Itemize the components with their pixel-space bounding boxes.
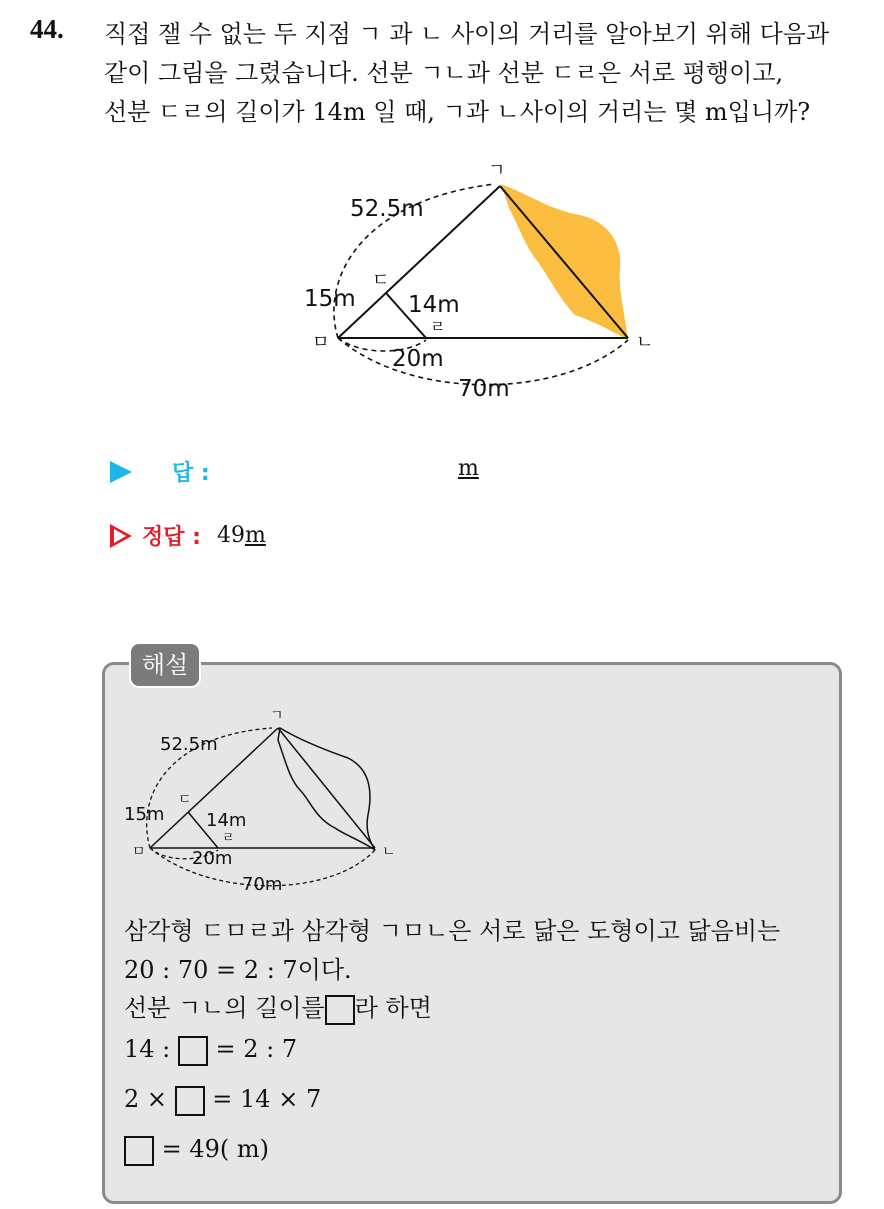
- play-icon: [110, 461, 132, 483]
- explanation-line-1: 삼각형 ㄷㅁㄹ과 삼각형 ㄱㅁㄴ은 서로 닮은 도형이고 닮음비는: [124, 917, 781, 945]
- equation-2-pre: 2 ×: [124, 1085, 168, 1113]
- exp-length-70: 70m: [242, 874, 283, 895]
- equation-3-post: = 49( m): [161, 1135, 270, 1163]
- label-g: ㄱ: [488, 160, 506, 181]
- equation-2-post: = 14 × 7: [212, 1085, 322, 1113]
- label-d: ㄷ: [372, 270, 390, 291]
- question-line-2: 같이 그림을 그렸습니다. 선분 ㄱㄴ과 선분 ㄷㄹ은 서로 평행이고,: [104, 59, 784, 87]
- correct-answer-row: [110, 520, 266, 551]
- exp-label-g: ㄱ: [270, 708, 284, 724]
- exp-length-15: 15m: [124, 804, 165, 825]
- equation-1: [124, 1035, 297, 1066]
- exp-length-20: 20m: [192, 848, 233, 869]
- explanation-figure: [120, 700, 420, 900]
- label-m: ㅁ: [312, 332, 330, 353]
- correct-label: 정답 :: [142, 525, 201, 550]
- exp-length-52: 52.5m: [160, 734, 218, 755]
- answer-row: [110, 456, 479, 487]
- exp-length-14: 14m: [206, 810, 247, 831]
- answer-unit: m: [458, 456, 479, 481]
- question-line-3: 선분 ㄷㄹ의 길이가 14m 일 때, ㄱ과 ㄴ사이의 거리는 몇 m입니까?: [104, 98, 811, 126]
- blank-box: [325, 995, 355, 1025]
- length-20: 20m: [392, 346, 444, 372]
- length-15: 15m: [304, 286, 356, 312]
- exp-label-r: ㄹ: [222, 831, 235, 846]
- question-line-1: 직접 잴 수 없는 두 지점 ㄱ 과 ㄴ 사이의 거리를 알아보기 위해 다음과: [104, 20, 830, 48]
- length-52: 52.5m: [350, 196, 424, 222]
- blank-box: [175, 1086, 205, 1116]
- length-70: 70m: [458, 376, 510, 402]
- explanation-line-3-post: 라 하면: [354, 994, 432, 1022]
- correct-unit: m: [244, 523, 266, 548]
- answer-label: 답 :: [172, 461, 210, 486]
- equation-2: [124, 1085, 321, 1116]
- exp-label-n: ㄴ: [382, 844, 396, 860]
- label-r: ㄹ: [430, 317, 446, 336]
- label-n: ㄴ: [636, 332, 654, 353]
- question-number: 44.: [30, 14, 64, 44]
- outline-play-icon: [110, 524, 132, 548]
- main-figure: [290, 150, 670, 410]
- explanation-line-2: 20 : 70 = 2 : 7이다.: [124, 956, 352, 984]
- equation-1-post: = 2 : 7: [215, 1035, 298, 1063]
- correct-value: 49: [216, 523, 245, 548]
- explanation-line-3-pre: 선분 ㄱㄴ의 길이를: [124, 994, 325, 1022]
- length-14: 14m: [408, 292, 460, 318]
- equation-3: [124, 1135, 269, 1166]
- exp-label-d: ㄷ: [178, 792, 192, 808]
- exp-label-m: ㅁ: [132, 844, 146, 860]
- exp-segment-g-n: [278, 728, 375, 848]
- explanation-tab: 해설: [129, 642, 201, 688]
- blank-box: [124, 1136, 154, 1166]
- explanation-line-3: [124, 988, 432, 1025]
- equation-1-pre: 14 :: [124, 1035, 171, 1063]
- blank-box: [178, 1036, 208, 1066]
